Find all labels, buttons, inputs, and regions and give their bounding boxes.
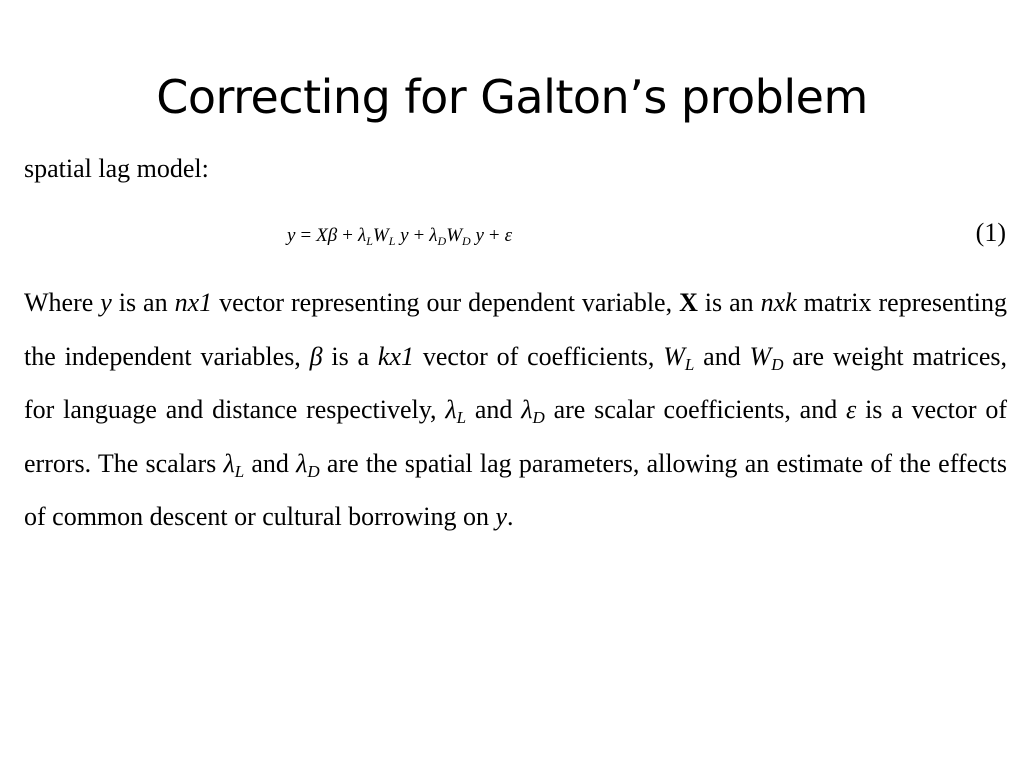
eq-y: y <box>287 225 296 246</box>
para-text: and <box>466 395 522 424</box>
para-text: and <box>694 341 750 371</box>
para-text: matrix representing the independent variables, <box>24 288 1007 371</box>
eq-plus-1: + <box>342 225 353 246</box>
var-beta: β <box>309 341 323 371</box>
var-kx1: kx1 <box>377 341 415 371</box>
var-y: y <box>495 502 508 531</box>
eq-sub-d-2: D <box>462 234 471 248</box>
var-sub-d: D <box>771 354 784 374</box>
para-text: is an <box>111 288 175 317</box>
eq-epsilon: ε <box>504 225 513 246</box>
var-lambda: λ <box>445 395 457 424</box>
slide-title: Correcting for Galton’s problem <box>156 70 868 124</box>
var-y: y <box>100 288 112 317</box>
var-sub-d: D <box>307 461 320 481</box>
eq-sub-l-1: L <box>366 234 373 248</box>
var-sub-l: L <box>684 354 695 374</box>
var-lambda: λ <box>521 395 533 424</box>
eq-sub-l-2: L <box>388 234 396 248</box>
eq-plus-3: + <box>488 225 500 246</box>
var-x-matrix: X <box>679 288 698 317</box>
eq-y-2: y <box>400 225 409 246</box>
para-text: and <box>244 448 297 478</box>
para-text: are scalar coefficients, and <box>544 395 847 424</box>
eq-y-3: y <box>475 225 484 246</box>
eq-equals: = <box>300 225 312 246</box>
eq-lambda-l: λ <box>357 225 367 246</box>
var-w: W <box>749 341 772 371</box>
var-lambda: λ <box>223 448 235 478</box>
para-text: is a vector of errors. The scalars <box>24 395 1007 478</box>
spatial-lag-equation <box>287 222 512 255</box>
var-w: W <box>663 341 685 371</box>
para-text: are the spatial lag parameters, allowing an estimate of the effects of common descent or cultural borrowing on <box>24 448 1007 531</box>
var-sub-l: L <box>234 461 245 481</box>
eq-lambda-d: λ <box>429 225 438 246</box>
intro-text: spatial lag model: <box>24 154 209 183</box>
eq-xbeta: Xβ <box>316 225 338 246</box>
var-sub-l: L <box>456 408 467 427</box>
equation-number: (1) <box>975 218 1006 247</box>
eq-w-l: W <box>372 225 389 246</box>
eq-w-d: W <box>446 225 463 246</box>
para-text: Where <box>24 288 101 317</box>
para-text: vector representing our dependent variable, <box>212 288 680 317</box>
para-text: . <box>507 502 514 531</box>
var-nx1: nx1 <box>174 288 213 317</box>
para-text: are weight matrices, for language and distance respectively, <box>24 341 1007 424</box>
var-lambda: λ <box>296 448 308 478</box>
var-nxk: nxk <box>760 288 797 317</box>
eq-plus-2: + <box>413 225 425 246</box>
eq-sub-d-1: D <box>437 234 447 248</box>
para-text: is an <box>697 288 761 317</box>
para-text: is a <box>322 341 378 371</box>
var-sub-d: D <box>532 408 545 427</box>
para-text: vector of coefficients, <box>414 341 664 371</box>
var-epsilon: ε <box>846 395 857 424</box>
explanation-paragraph <box>24 276 1007 544</box>
